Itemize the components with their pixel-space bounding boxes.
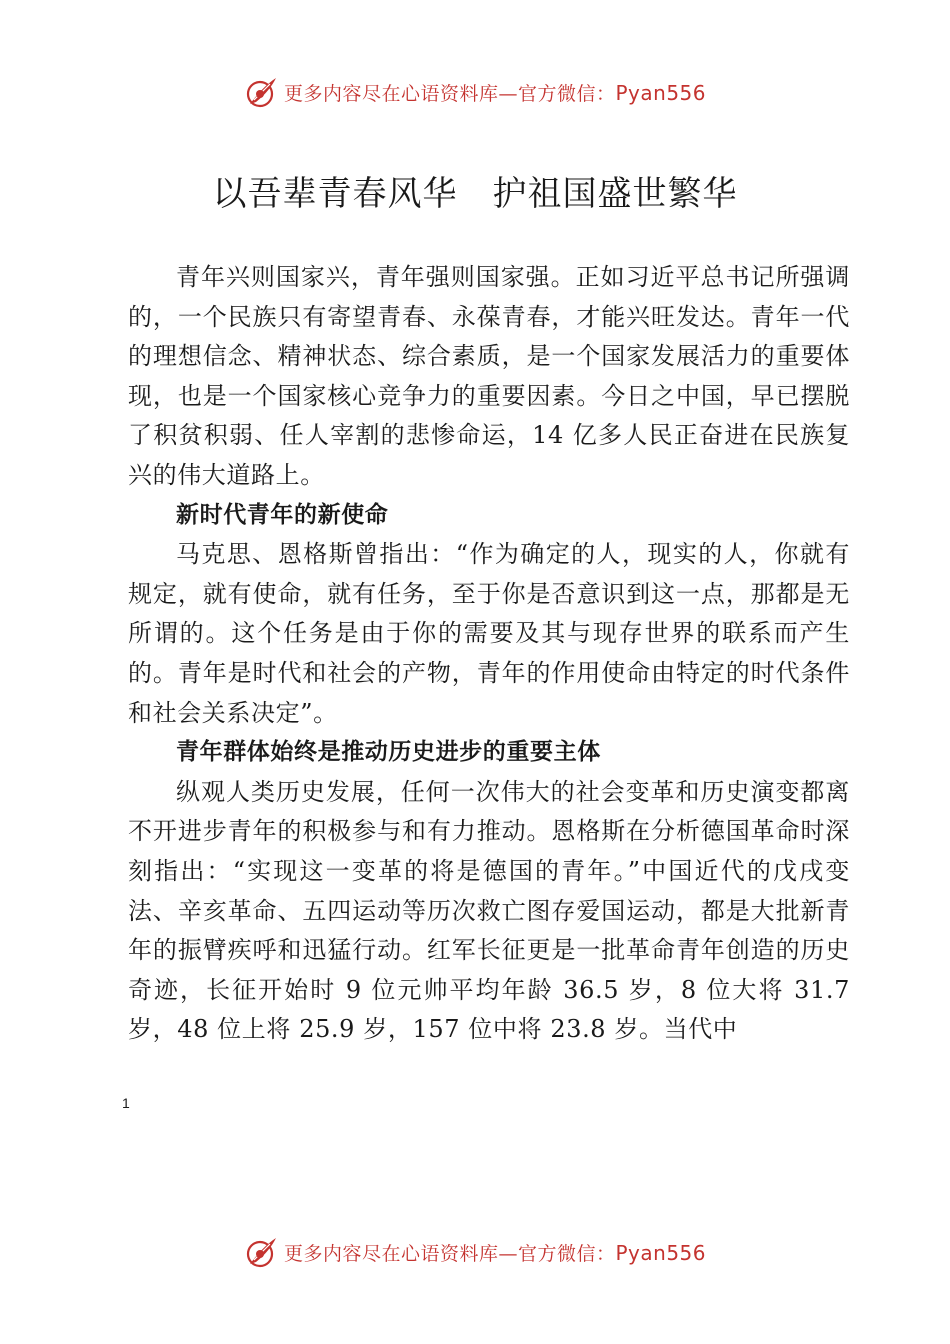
header-banner-label: 更多内容尽在心语资料库—官方微信： [283, 82, 616, 105]
paragraph-marx-engels: 马克思、恩格斯曾指出：“作为确定的人，现实的人，你就有规定，就有使命，就有任务，至于你是否意识到这一点，那都是无所谓的。这个任务是由于你的需要及其与现存世界的联系而产生的。青年是时代和社会的产物，青年的作用使命由特定的时代条件和社会关系决定”。 [128, 540, 850, 727]
quill-logo-icon [244, 1234, 280, 1270]
footer-banner-text [284, 1239, 706, 1266]
paragraph-intro: 青年兴则国家兴，青年强则国家强。正如习近平总书记所强调的，一个民族只有寄望青春、永葆青春，才能兴旺发达。青年一代的理想信念、精神状态、综合素质，是一个国家发展活力的重要体现，也是一个国家核心竞争力的重要因素。今日之中国，早已摆脱了积贫积弱、任人宰割的悲惨命运，14 亿多人民正奋进在民族复兴的伟大道路上。 [128, 263, 850, 489]
paragraph-history: 纵观人类历史发展，任何一次伟大的社会变革和历史演变都离不开进步青年的积极参与和有力推动。恩格斯在分析德国革命时深刻指出：“实现这一变革的将是德国的青年。”中国近代的戊戌变法、辛亥革命、五四运动等历次救亡图存爱国运动，都是大批新青年的振臂疾呼和迅猛行动。红军长征更是一批革命青年创造的历史奇迹，长征开始时 9 位元帅平均年龄 36.5 岁，8 位大将 31.7 岁，48 位上将 25.9 岁，157 位中将 23.8 岁。当代中 [128, 777, 850, 1044]
header-wechat-id: Pyan556 [615, 80, 707, 105]
document-title: 以吾辈青春风华 护祖国盛世繁华 [212, 174, 738, 214]
page-number: 1 [122, 1095, 130, 1111]
document-body [128, 258, 850, 1050]
quill-logo-icon [244, 74, 280, 110]
footer-wechat-id: Pyan556 [615, 1240, 707, 1265]
header-banner [0, 72, 950, 112]
section-heading-new-mission: 新时代青年的新使命 [176, 501, 389, 528]
footer-banner-label: 更多内容尽在心语资料库—官方微信： [283, 1242, 616, 1265]
header-banner-text [284, 79, 706, 106]
section-heading-youth-subject: 青年群体始终是推动历史进步的重要主体 [176, 739, 601, 766]
footer-banner [0, 1232, 950, 1272]
